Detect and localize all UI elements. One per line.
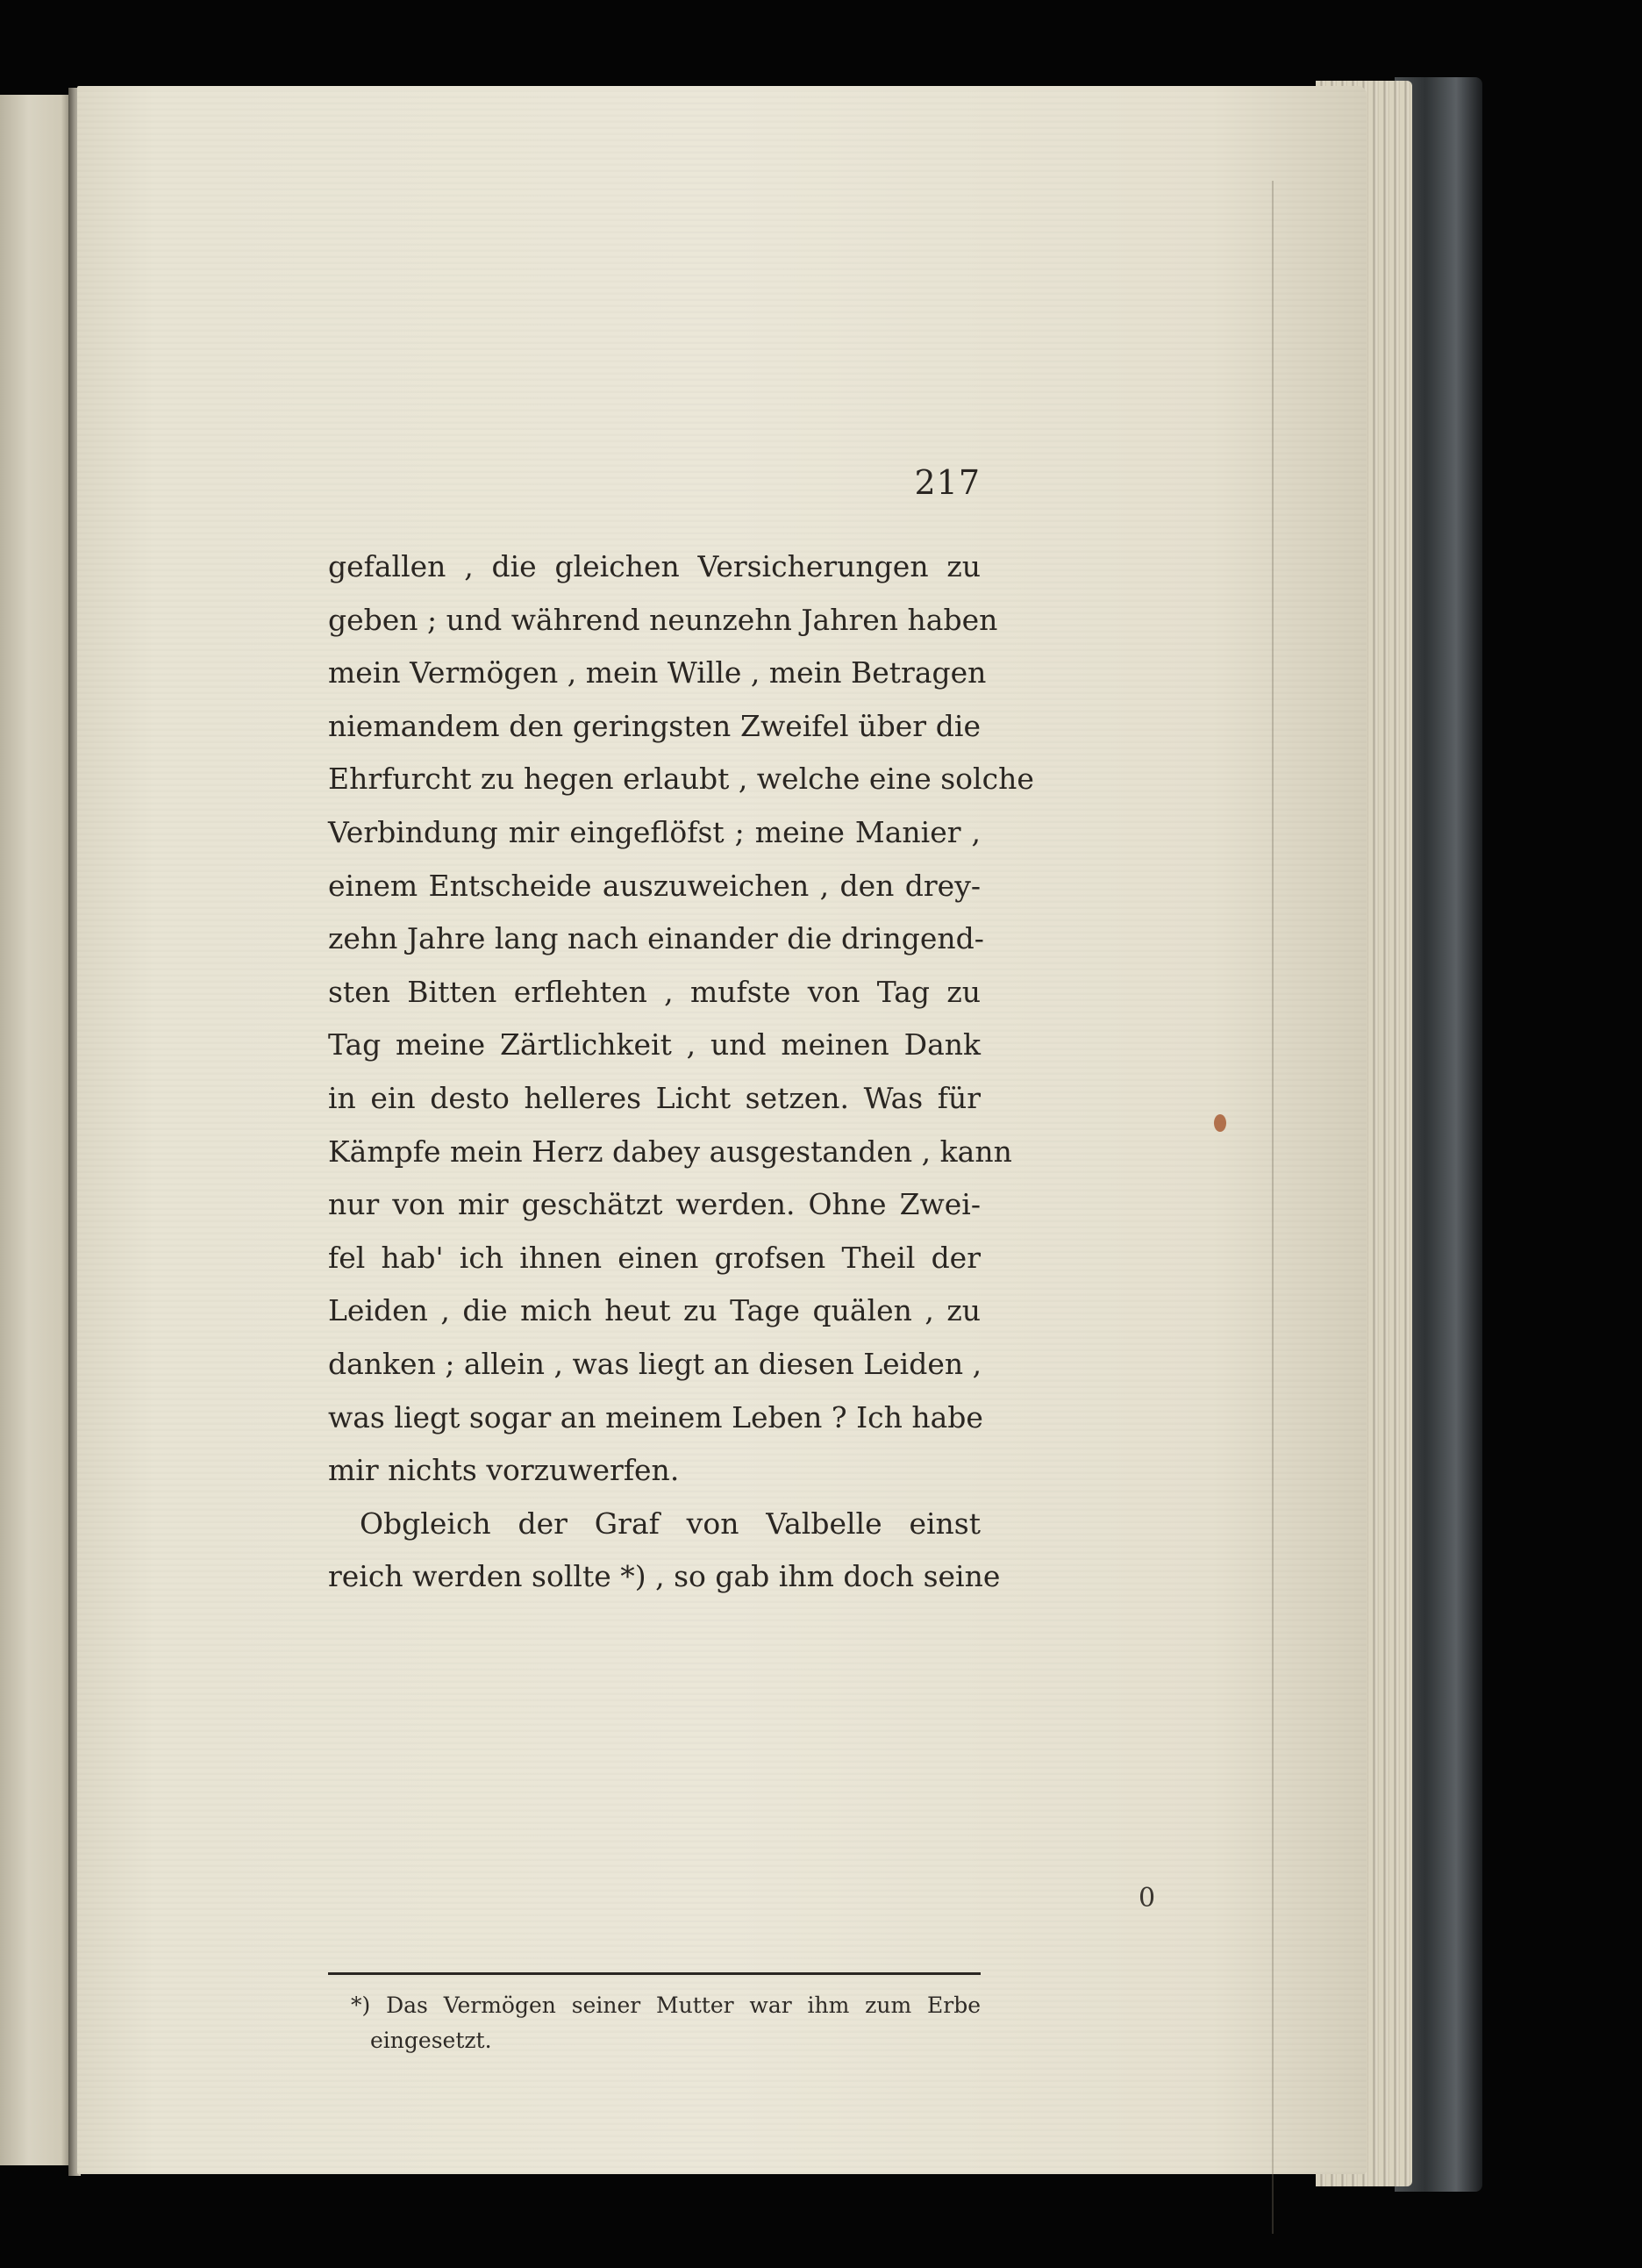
text-line: in ein desto helleres Licht setzen. Was für [328, 1080, 981, 1115]
text-line: mir nichts vorzuwerfen. [328, 1453, 680, 1488]
previous-page-edge [0, 95, 72, 2165]
text-line: zehn Jahre lang nach einander die dringend- [328, 921, 984, 956]
text-line: niemandem den geringsten Zweifel über die [328, 708, 981, 743]
text-line: Verbindung mir eingeflöfst ; meine Manier , [328, 814, 981, 849]
text-line: fel hab' ich ihnen einen grofsen Theil der [328, 1240, 981, 1275]
footnote-line: *) Das Vermögen seiner Mutter war ihm zum Erbe [351, 1993, 981, 2018]
footnote-line: eingesetzt. [370, 2028, 492, 2053]
body-text [328, 540, 1034, 1604]
page-number: 217 [914, 463, 981, 502]
text-line: gefallen , die gleichen Versicherungen zu [328, 549, 981, 583]
text-line: einem Entscheide auszuweichen , den drey- [328, 868, 981, 903]
text-line: Tag meine Zärtlichkeit , und meinen Dank [328, 1027, 981, 1062]
stain-spot [1214, 1114, 1226, 1132]
footnote-rule [328, 1972, 981, 1975]
text-line: reich werden sollte *) , so gab ihm doch seine [328, 1559, 1001, 1594]
margin-mark: 0 [1139, 1883, 1156, 1914]
text-line: Ehrfurcht zu hegen erlaubt , welche eine solche [328, 762, 1034, 797]
text-line: danken ; allein , was liegt an diesen Leiden , [328, 1346, 982, 1381]
text-line: Leiden , die mich heut zu Tage quälen , zu [328, 1293, 981, 1328]
text-line: mein Vermögen , mein Wille , mein Betragen [328, 655, 987, 690]
text-line: geben ; und während neunzehn Jahren haben [328, 602, 998, 637]
book-page [77, 86, 1367, 2174]
text-line: was liegt sogar an meinem Leben ? Ich habe [328, 1399, 983, 1434]
page-fold-line [1272, 181, 1274, 2234]
text-line: Kämpfe mein Herz dabey ausgestanden , kann [328, 1134, 1012, 1169]
text-line: sten Bitten erflehten , mufste von Tag zu [328, 974, 981, 1009]
text-line: nur von mir geschätzt werden. Ohne Zwei- [328, 1187, 981, 1222]
text-line: Obgleich der Graf von Valbelle einst [360, 1506, 981, 1541]
footnote [351, 1988, 981, 2058]
